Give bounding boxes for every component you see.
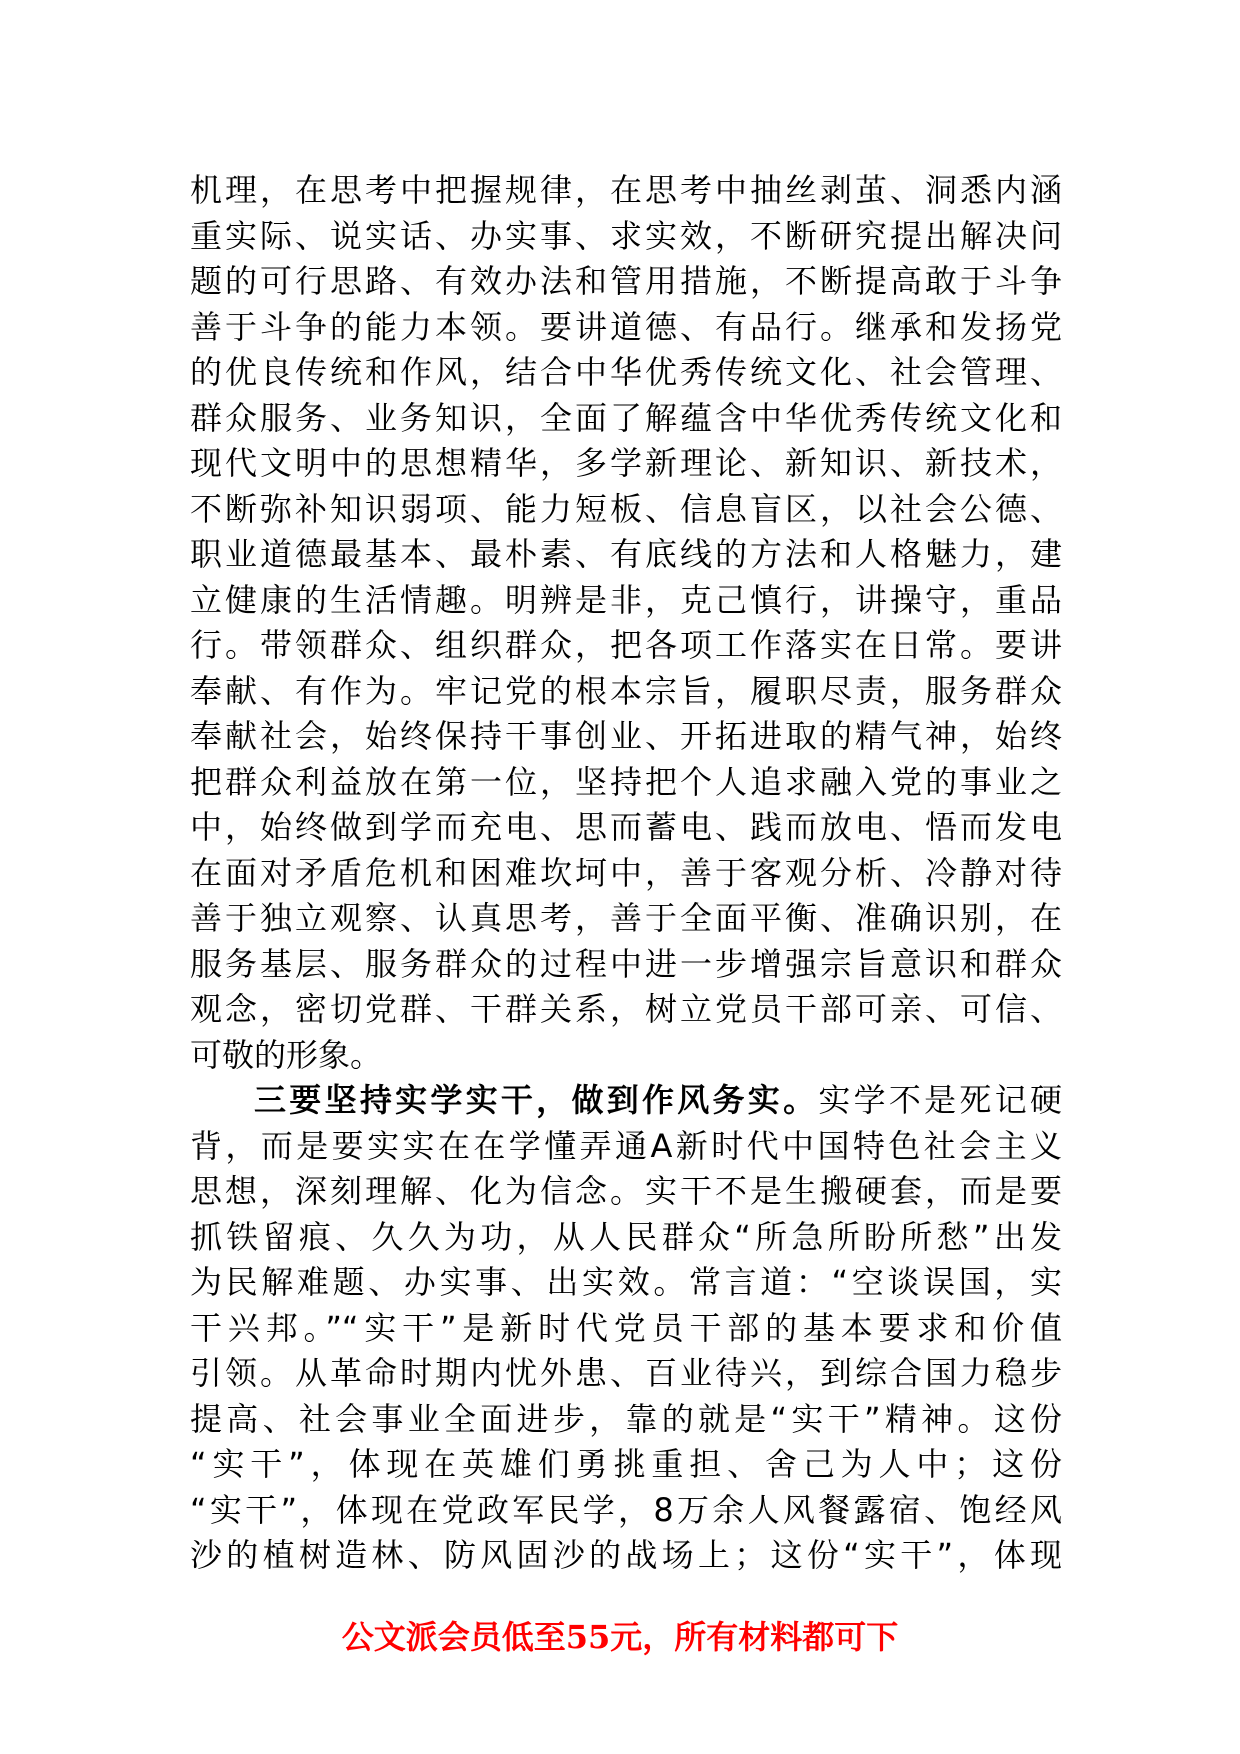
text-line: 思想，深刻理解、化为信念。实干不是生搬硬套，而是要: [190, 1172, 1062, 1210]
paragraph-2: [190, 1124, 1062, 1579]
text-line: 中，始终做到学而充电、思而蓄电、践而放电、悟而发电: [190, 808, 1062, 846]
text-line: 抓铁留痕、久久为功，从人民群众“所急所盼所愁”出发: [190, 1217, 1062, 1256]
text-line: 引领。从革命时期内忧外患、百业待兴，到综合国力稳步: [190, 1354, 1062, 1392]
text-line: 提高、社会事业全面进步，靠的就是“实干”精神。这份: [190, 1399, 1062, 1438]
text-line: 沙的植树造林、防风固沙的战场上；这份“实干”，体现: [190, 1536, 1062, 1574]
text-line: 不断弥补知识弱项、能力短板、信息盲区，以社会公德、: [190, 489, 1062, 528]
text-line: 机理，在思考中把握规律，在思考中抽丝剥茧、洞悉内涵: [190, 171, 1062, 209]
text-line: 观念，密切党群、干群关系，树立党员干部可亲、可信、: [190, 990, 1062, 1028]
paragraph-2-first-line-text: 实学不是死记硬: [818, 1081, 1062, 1119]
text-line: “实干”，体现在英雄们勇挑重担、舍己为人中；这份: [190, 1445, 1062, 1483]
text-line: 立健康的生活情趣。明辨是非，克己慎行，讲操守，重品: [190, 580, 1062, 619]
text-line: 背，而是要实实在在学懂弄通A新时代中国特色社会主义: [190, 1126, 1062, 1165]
text-line: 重实际、说实话、办实事、求实效，不断研究提出解决问: [190, 216, 1062, 255]
text-line: 善于斗争的能力本领。要讲道德、有品行。继承和发扬党: [190, 307, 1062, 346]
text-line: 服务基层、服务群众的过程中进一步增强宗旨意识和群众: [190, 944, 1062, 983]
text-line: “实干”，体现在党政军民学，8万余人风餐露宿、饱经风: [190, 1490, 1062, 1529]
text-line: 行。带领群众、组织群众，把各项工作落实在日常。要讲: [190, 626, 1062, 664]
text-line: 的优良传统和作风，结合中华优秀传统文化、社会管理、: [190, 353, 1062, 391]
text-line: 为民解难题、办实事、出实效。常言道：“空谈误国，实: [190, 1263, 1062, 1301]
text-line: 干兴邦。”“实干”是新时代党员干部的基本要求和价值: [190, 1308, 1062, 1347]
text-line: 题的可行思路、有效办法和管用措施，不断提高敢于斗争: [190, 262, 1062, 300]
paragraph-2-heading: 三要坚持实学实干，做到作风务实。: [254, 1081, 819, 1119]
footer-promo: 公文派会员低至55元，所有材料都可下: [341, 1618, 899, 1656]
paragraph-1-last-line: 可敬的形象。: [190, 1035, 383, 1074]
text-line: 现代文明中的思想精华，多学新理论、新知识、新技术，: [190, 444, 1062, 482]
paragraph-2-first-line: [190, 1078, 1062, 1124]
text-line: 奉献社会，始终保持干事创业、开拓进取的精气神，始终: [190, 717, 1062, 755]
text-line: 在面对矛盾危机和困难坎坷中，善于客观分析、冷静对待: [190, 853, 1062, 892]
document-body: [190, 168, 1062, 1579]
text-line: 善于独立观察、认真思考，善于全面平衡、准确识别，在: [190, 899, 1062, 937]
text-line: 奉献、有作为。牢记党的根本宗旨，履职尽责，服务群众: [190, 671, 1062, 710]
text-line: 职业道德最基本、最朴素、有底线的方法和人格魅力，建: [190, 535, 1062, 573]
text-line: 群众服务、业务知识，全面了解蕴含中华优秀传统文化和: [190, 398, 1062, 437]
paragraph-1: [190, 168, 1062, 1033]
text-line: 把群众利益放在第一位，坚持把个人追求融入党的事业之: [190, 762, 1062, 801]
